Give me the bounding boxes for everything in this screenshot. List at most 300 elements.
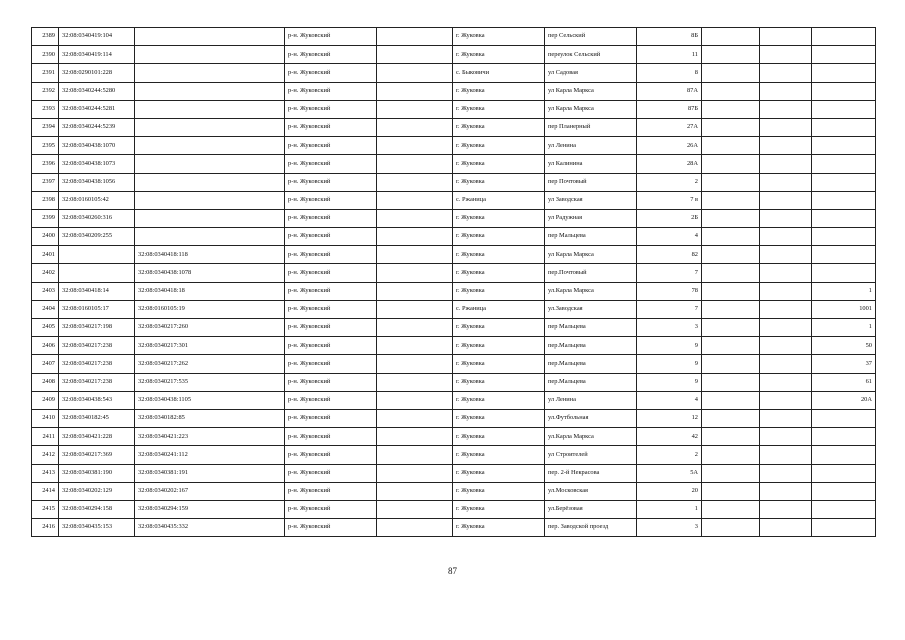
extra-cell	[760, 82, 812, 100]
settlement-type-cell	[377, 391, 453, 409]
house-number-cell: 4	[637, 391, 702, 409]
building-cell	[702, 246, 760, 264]
extra-cell	[760, 246, 812, 264]
street-cell: пер.Мальцева	[545, 355, 637, 373]
apartment-cell	[812, 519, 876, 537]
extra-cell	[760, 355, 812, 373]
district-cell: р-н. Жуковский	[285, 300, 377, 318]
settlement-type-cell	[377, 337, 453, 355]
building-cell	[702, 282, 760, 300]
district-cell: р-н. Жуковский	[285, 46, 377, 64]
apartment-cell	[812, 228, 876, 246]
building-cell	[702, 46, 760, 64]
extra-cell	[760, 300, 812, 318]
building-cadastral-cell: 32:08:0340241:112	[135, 446, 285, 464]
row-number-cell: 2397	[32, 173, 59, 191]
apartment-cell	[812, 28, 876, 46]
extra-cell	[760, 264, 812, 282]
extra-cell	[760, 191, 812, 209]
street-cell: ул Строителей	[545, 446, 637, 464]
locality-cell: г. Жуковка	[453, 155, 545, 173]
building-cadastral-cell	[135, 191, 285, 209]
district-cell: р-н. Жуковский	[285, 464, 377, 482]
district-cell: р-н. Жуковский	[285, 337, 377, 355]
street-cell: пер Мальцева	[545, 228, 637, 246]
street-cell: пер.Мальцева	[545, 373, 637, 391]
locality-cell: г. Жуковка	[453, 46, 545, 64]
house-number-cell: 1	[637, 500, 702, 518]
building-cadastral-cell: 32:08:0340435:332	[135, 519, 285, 537]
settlement-type-cell	[377, 209, 453, 227]
house-number-cell: 9	[637, 337, 702, 355]
settlement-type-cell	[377, 246, 453, 264]
row-number-cell: 2390	[32, 46, 59, 64]
district-cell: р-н. Жуковский	[285, 446, 377, 464]
cadastral-number-cell: 32:08:0340438:543	[59, 391, 135, 409]
building-cadastral-cell	[135, 100, 285, 118]
cadastral-number-cell: 32:08:0340217:238	[59, 373, 135, 391]
district-cell: р-н. Жуковский	[285, 100, 377, 118]
table-row	[32, 409, 876, 427]
table-row	[32, 64, 876, 82]
street-cell: ул.Футбольная	[545, 409, 637, 427]
extra-cell	[760, 282, 812, 300]
extra-cell	[760, 64, 812, 82]
table-row	[32, 391, 876, 409]
street-cell: ул Калинина	[545, 155, 637, 173]
row-number-cell: 2408	[32, 373, 59, 391]
row-number-cell: 2414	[32, 482, 59, 500]
building-cell	[702, 482, 760, 500]
house-number-cell: 12	[637, 409, 702, 427]
settlement-type-cell	[377, 300, 453, 318]
house-number-cell: 28А	[637, 155, 702, 173]
building-cell	[702, 519, 760, 537]
house-number-cell: 78	[637, 282, 702, 300]
extra-cell	[760, 464, 812, 482]
house-number-cell: 87А	[637, 82, 702, 100]
building-cadastral-cell: 32:08:0340381:191	[135, 464, 285, 482]
locality-cell: г. Жуковка	[453, 264, 545, 282]
building-cell	[702, 300, 760, 318]
apartment-cell: 20А	[812, 391, 876, 409]
district-cell: р-н. Жуковский	[285, 355, 377, 373]
table-row	[32, 428, 876, 446]
table-row	[32, 282, 876, 300]
building-cadastral-cell: 32:08:0340217:262	[135, 355, 285, 373]
locality-cell: г. Жуковка	[453, 337, 545, 355]
apartment-cell	[812, 100, 876, 118]
building-cell	[702, 155, 760, 173]
street-cell: ул Карла Маркса	[545, 100, 637, 118]
house-number-cell: 7	[637, 264, 702, 282]
building-cadastral-cell: 32:08:0340217:301	[135, 337, 285, 355]
street-cell: пер Планерный	[545, 118, 637, 136]
building-cadastral-cell	[135, 137, 285, 155]
street-cell: ул.Московская	[545, 482, 637, 500]
locality-cell: г. Жуковка	[453, 209, 545, 227]
table-row	[32, 100, 876, 118]
settlement-type-cell	[377, 118, 453, 136]
street-cell: ул.Карла Маркса	[545, 428, 637, 446]
table-row	[32, 228, 876, 246]
settlement-type-cell	[377, 28, 453, 46]
building-cadastral-cell: 32:08:0340202:167	[135, 482, 285, 500]
extra-cell	[760, 428, 812, 446]
settlement-type-cell	[377, 264, 453, 282]
building-cadastral-cell: 32:08:0340438:1078	[135, 264, 285, 282]
cadastral-number-cell: 32:08:0340260:316	[59, 209, 135, 227]
apartment-cell	[812, 118, 876, 136]
street-cell: ул Заводская	[545, 191, 637, 209]
extra-cell	[760, 409, 812, 427]
district-cell: р-н. Жуковский	[285, 282, 377, 300]
row-number-cell: 2416	[32, 519, 59, 537]
settlement-type-cell	[377, 355, 453, 373]
district-cell: р-н. Жуковский	[285, 519, 377, 537]
building-cadastral-cell: 32:08:0160105:19	[135, 300, 285, 318]
apartment-cell	[812, 500, 876, 518]
apartment-cell	[812, 82, 876, 100]
cadastral-number-cell: 32:08:0340421:228	[59, 428, 135, 446]
extra-cell	[760, 391, 812, 409]
locality-cell: г. Жуковка	[453, 319, 545, 337]
building-cadastral-cell	[135, 82, 285, 100]
cadastral-number-cell: 32:08:0160105:42	[59, 191, 135, 209]
street-cell: пер Почтовый	[545, 173, 637, 191]
locality-cell: г. Жуковка	[453, 28, 545, 46]
apartment-cell: 50	[812, 337, 876, 355]
apartment-cell	[812, 173, 876, 191]
district-cell: р-н. Жуковский	[285, 191, 377, 209]
street-cell: ул Радужная	[545, 209, 637, 227]
table-row	[32, 482, 876, 500]
page-number: 87	[448, 566, 457, 576]
house-number-cell: 20	[637, 482, 702, 500]
locality-cell: г. Жуковка	[453, 228, 545, 246]
apartment-cell	[812, 155, 876, 173]
locality-cell: г. Жуковка	[453, 118, 545, 136]
row-number-cell: 2409	[32, 391, 59, 409]
cadastral-number-cell: 32:08:0340419:114	[59, 46, 135, 64]
table-row	[32, 155, 876, 173]
extra-cell	[760, 337, 812, 355]
building-cadastral-cell	[135, 46, 285, 64]
cadastral-number-cell: 32:08:0340438:1070	[59, 137, 135, 155]
cadastral-number-cell: 32:08:0340294:158	[59, 500, 135, 518]
house-number-cell: 5А	[637, 464, 702, 482]
apartment-cell	[812, 464, 876, 482]
apartment-cell	[812, 428, 876, 446]
row-number-cell: 2413	[32, 464, 59, 482]
apartment-cell: 1	[812, 282, 876, 300]
street-cell: ул Ленина	[545, 137, 637, 155]
building-cell	[702, 373, 760, 391]
settlement-type-cell	[377, 64, 453, 82]
building-cell	[702, 409, 760, 427]
locality-cell: г. Жуковка	[453, 173, 545, 191]
settlement-type-cell	[377, 373, 453, 391]
row-number-cell: 2403	[32, 282, 59, 300]
row-number-cell: 2412	[32, 446, 59, 464]
street-cell: пер.Почтовый	[545, 264, 637, 282]
apartment-cell	[812, 264, 876, 282]
cadastral-number-cell: 32:08:0290101:228	[59, 64, 135, 82]
building-cell	[702, 118, 760, 136]
settlement-type-cell	[377, 519, 453, 537]
apartment-cell	[812, 137, 876, 155]
cadastral-number-cell: 32:08:0340209:255	[59, 228, 135, 246]
row-number-cell: 2392	[32, 82, 59, 100]
locality-cell: г. Жуковка	[453, 409, 545, 427]
locality-cell: г. Жуковка	[453, 82, 545, 100]
district-cell: р-н. Жуковский	[285, 373, 377, 391]
extra-cell	[760, 319, 812, 337]
district-cell: р-н. Жуковский	[285, 82, 377, 100]
building-cadastral-cell: 32:08:0340418:18	[135, 282, 285, 300]
building-cell	[702, 391, 760, 409]
house-number-cell: 9	[637, 355, 702, 373]
building-cadastral-cell	[135, 209, 285, 227]
house-number-cell: 3	[637, 519, 702, 537]
locality-cell: г. Жуковка	[453, 446, 545, 464]
district-cell: р-н. Жуковский	[285, 155, 377, 173]
extra-cell	[760, 173, 812, 191]
building-cadastral-cell: 32:08:0340217:260	[135, 319, 285, 337]
apartment-cell	[812, 209, 876, 227]
street-cell: пер. 2-й Некрасова	[545, 464, 637, 482]
settlement-type-cell	[377, 282, 453, 300]
table-row	[32, 519, 876, 537]
house-number-cell: 7	[637, 300, 702, 318]
extra-cell	[760, 155, 812, 173]
row-number-cell: 2395	[32, 137, 59, 155]
settlement-type-cell	[377, 319, 453, 337]
extra-cell	[760, 209, 812, 227]
cadastral-number-cell: 32:08:0340217:238	[59, 337, 135, 355]
locality-cell: г. Жуковка	[453, 246, 545, 264]
building-cadastral-cell: 32:08:0340294:159	[135, 500, 285, 518]
apartment-cell	[812, 46, 876, 64]
settlement-type-cell	[377, 446, 453, 464]
locality-cell: г. Жуковка	[453, 355, 545, 373]
cadastral-number-cell: 32:08:0340202:129	[59, 482, 135, 500]
house-number-cell: 4	[637, 228, 702, 246]
settlement-type-cell	[377, 191, 453, 209]
row-number-cell: 2406	[32, 337, 59, 355]
extra-cell	[760, 137, 812, 155]
street-cell: ул.Карла Маркса	[545, 282, 637, 300]
cadastral-number-cell: 32:08:0340244:5281	[59, 100, 135, 118]
apartment-cell	[812, 409, 876, 427]
street-cell: ул.Берёзовая	[545, 500, 637, 518]
house-number-cell: 2	[637, 173, 702, 191]
street-cell: ул.Заводская	[545, 300, 637, 318]
building-cell	[702, 500, 760, 518]
street-cell: пер.Мальцева	[545, 337, 637, 355]
house-number-cell: 11	[637, 46, 702, 64]
cadastral-number-cell: 32:08:0340217:369	[59, 446, 135, 464]
building-cell	[702, 28, 760, 46]
locality-cell: г. Жуковка	[453, 391, 545, 409]
district-cell: р-н. Жуковский	[285, 391, 377, 409]
locality-cell: г. Жуковка	[453, 282, 545, 300]
table-row	[32, 28, 876, 46]
apartment-cell: 1	[812, 319, 876, 337]
table-row	[32, 500, 876, 518]
building-cell	[702, 64, 760, 82]
row-number-cell: 2405	[32, 319, 59, 337]
locality-cell: с. Ржаница	[453, 300, 545, 318]
cadastral-number-cell: 32:08:0340244:5280	[59, 82, 135, 100]
row-number-cell: 2411	[32, 428, 59, 446]
extra-cell	[760, 228, 812, 246]
extra-cell	[760, 100, 812, 118]
district-cell: р-н. Жуковский	[285, 173, 377, 191]
building-cadastral-cell	[135, 64, 285, 82]
street-cell: пер Мальцева	[545, 319, 637, 337]
house-number-cell: 8Б	[637, 28, 702, 46]
building-cadastral-cell	[135, 173, 285, 191]
building-cadastral-cell	[135, 228, 285, 246]
extra-cell	[760, 46, 812, 64]
district-cell: р-н. Жуковский	[285, 409, 377, 427]
settlement-type-cell	[377, 482, 453, 500]
row-number-cell: 2400	[32, 228, 59, 246]
building-cell	[702, 82, 760, 100]
cadastral-number-cell: 32:08:0340244:5239	[59, 118, 135, 136]
building-cell	[702, 428, 760, 446]
district-cell: р-н. Жуковский	[285, 28, 377, 46]
locality-cell: г. Жуковка	[453, 373, 545, 391]
building-cadastral-cell: 32:08:0340217:535	[135, 373, 285, 391]
table-row	[32, 337, 876, 355]
house-number-cell: 8	[637, 64, 702, 82]
extra-cell	[760, 28, 812, 46]
street-cell: ул Карла Маркса	[545, 246, 637, 264]
cadastral-number-cell: 32:08:0340438:1056	[59, 173, 135, 191]
building-cell	[702, 319, 760, 337]
locality-cell: г. Жуковка	[453, 500, 545, 518]
row-number-cell: 2410	[32, 409, 59, 427]
table-row	[32, 264, 876, 282]
apartment-cell	[812, 246, 876, 264]
district-cell: р-н. Жуковский	[285, 264, 377, 282]
cadastral-number-cell: 32:08:0340419:104	[59, 28, 135, 46]
row-number-cell: 2394	[32, 118, 59, 136]
extra-cell	[760, 482, 812, 500]
district-cell: р-н. Жуковский	[285, 428, 377, 446]
row-number-cell: 2389	[32, 28, 59, 46]
table-row	[32, 82, 876, 100]
row-number-cell: 2398	[32, 191, 59, 209]
table-row	[32, 446, 876, 464]
table-row	[32, 137, 876, 155]
building-cell	[702, 464, 760, 482]
row-number-cell: 2399	[32, 209, 59, 227]
row-number-cell: 2407	[32, 355, 59, 373]
district-cell: р-н. Жуковский	[285, 209, 377, 227]
apartment-cell: 1001	[812, 300, 876, 318]
apartment-cell	[812, 446, 876, 464]
locality-cell: с. Быковичи	[453, 64, 545, 82]
table-row	[32, 464, 876, 482]
building-cell	[702, 446, 760, 464]
house-number-cell: 27А	[637, 118, 702, 136]
cadastral-number-cell: 32:08:0340182:45	[59, 409, 135, 427]
table-row	[32, 300, 876, 318]
building-cell	[702, 137, 760, 155]
apartment-cell	[812, 482, 876, 500]
extra-cell	[760, 446, 812, 464]
extra-cell	[760, 519, 812, 537]
district-cell: р-н. Жуковский	[285, 137, 377, 155]
table-row	[32, 246, 876, 264]
locality-cell: г. Жуковка	[453, 464, 545, 482]
table-row	[32, 355, 876, 373]
district-cell: р-н. Жуковский	[285, 64, 377, 82]
house-number-cell: 3	[637, 319, 702, 337]
cadastral-number-cell: 32:08:0340217:198	[59, 319, 135, 337]
table-row	[32, 373, 876, 391]
locality-cell: г. Жуковка	[453, 519, 545, 537]
district-cell: р-н. Жуковский	[285, 118, 377, 136]
building-cadastral-cell	[135, 155, 285, 173]
settlement-type-cell	[377, 409, 453, 427]
locality-cell: г. Жуковка	[453, 482, 545, 500]
extra-cell	[760, 118, 812, 136]
house-number-cell: 42	[637, 428, 702, 446]
cadastral-number-cell: 32:08:0340418:14	[59, 282, 135, 300]
street-cell: переулок Сельский	[545, 46, 637, 64]
cadastral-number-cell	[59, 246, 135, 264]
cadastral-number-cell: 32:08:0340217:238	[59, 355, 135, 373]
street-cell: пер. Заводской проезд	[545, 519, 637, 537]
building-cadastral-cell	[135, 28, 285, 46]
locality-cell: г. Жуковка	[453, 137, 545, 155]
table-row	[32, 173, 876, 191]
building-cell	[702, 264, 760, 282]
apartment-cell: 61	[812, 373, 876, 391]
cadastral-number-cell	[59, 264, 135, 282]
building-cell	[702, 100, 760, 118]
row-number-cell: 2404	[32, 300, 59, 318]
building-cadastral-cell: 32:08:0340438:1105	[135, 391, 285, 409]
house-number-cell: 7 в	[637, 191, 702, 209]
building-cadastral-cell: 32:08:0340418:118	[135, 246, 285, 264]
cadastral-number-cell: 32:08:0160105:17	[59, 300, 135, 318]
address-table	[31, 27, 876, 537]
table-row	[32, 118, 876, 136]
street-cell: ул Садовая	[545, 64, 637, 82]
street-cell: ул Карла Маркса	[545, 82, 637, 100]
settlement-type-cell	[377, 46, 453, 64]
district-cell: р-н. Жуковский	[285, 319, 377, 337]
row-number-cell: 2402	[32, 264, 59, 282]
house-number-cell: 26А	[637, 137, 702, 155]
locality-cell: г. Жуковка	[453, 428, 545, 446]
district-cell: р-н. Жуковский	[285, 500, 377, 518]
building-cell	[702, 191, 760, 209]
apartment-cell: 37	[812, 355, 876, 373]
building-cell	[702, 355, 760, 373]
extra-cell	[760, 373, 812, 391]
settlement-type-cell	[377, 100, 453, 118]
street-cell: пер Сельский	[545, 28, 637, 46]
house-number-cell: 82	[637, 246, 702, 264]
building-cadastral-cell: 32:08:0340421:223	[135, 428, 285, 446]
district-cell: р-н. Жуковский	[285, 482, 377, 500]
